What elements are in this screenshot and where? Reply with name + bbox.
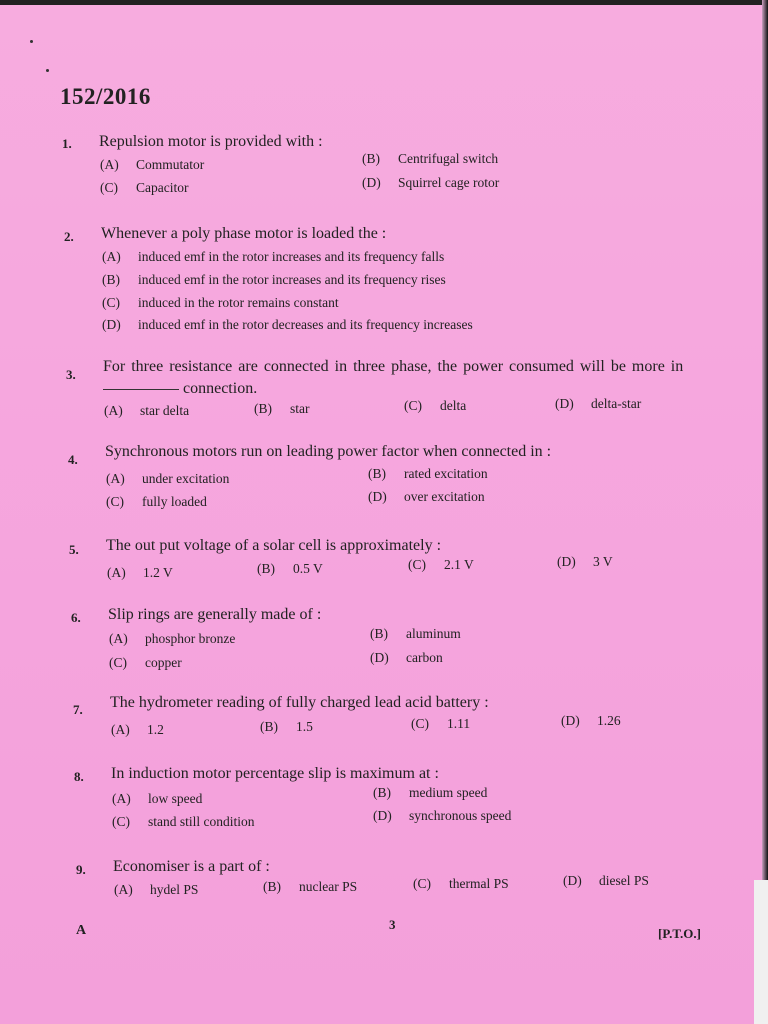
question-number: 9. <box>76 862 86 877</box>
question-text: Slip rings are generally made of : <box>108 606 322 623</box>
option-c: (C) Capacitor <box>100 180 189 195</box>
option-c: (C) induced in the rotor remains constant <box>102 295 339 310</box>
option-d: (D) carbon <box>370 650 443 665</box>
option-a: (A) phosphor bronze <box>109 631 236 646</box>
question-text: The out put voltage of a solar cell is approximately : <box>106 537 442 554</box>
page-edge-right <box>762 0 768 1024</box>
option-d: (D) delta-star <box>555 396 642 411</box>
option-d: (D) synchronous speed <box>373 808 512 823</box>
pto-note: [P.T.O.] <box>658 926 701 941</box>
question-text: For three resistance are connected in three phase, the power consumed will be more in <box>103 358 684 375</box>
option-a: (A) Commutator <box>100 157 205 172</box>
question-text: Repulsion motor is provided with : <box>99 133 323 150</box>
option-b: (B) 0.5 V <box>257 561 323 576</box>
option-b: (B) nuclear PS <box>263 879 358 894</box>
option-b: (B) star <box>254 401 310 416</box>
option-d: (D) Squirrel cage rotor <box>362 175 500 190</box>
question-number: 4. <box>68 452 78 467</box>
option-a: (A) hydel PS <box>114 882 199 897</box>
page-edge-right-white <box>754 880 768 1024</box>
option-b: (B) aluminum <box>370 626 461 641</box>
question-text: Synchronous motors run on leading power factor when connected in : <box>105 443 552 460</box>
option-c: (C) 1.11 <box>411 716 471 731</box>
option-b: (B) medium speed <box>373 785 488 800</box>
question-number: 1. <box>62 136 72 151</box>
answer-blank <box>103 389 179 390</box>
option-a: (A) star delta <box>104 403 190 418</box>
question-number: 6. <box>71 610 81 625</box>
question-text: In induction motor percentage slip is maximum at : <box>111 765 439 782</box>
page-number: 3 <box>389 917 396 932</box>
question-text: The hydrometer reading of fully charged lead acid battery : <box>110 694 489 711</box>
question-text-continued: connection. <box>103 380 257 398</box>
question-text: Economiser is a part of : <box>113 858 270 875</box>
option-a: (A) under excitation <box>106 471 230 486</box>
question-number: 5. <box>69 542 79 557</box>
booklet-series: A <box>76 923 87 938</box>
option-c: (C) 2.1 V <box>408 557 474 572</box>
option-a: (A) 1.2 V <box>107 565 173 580</box>
question-number: 3. <box>66 367 76 382</box>
option-d: (D) 3 V <box>557 554 613 569</box>
speck <box>30 40 33 43</box>
option-d: (D) diesel PS <box>563 873 649 888</box>
option-a: (A) 1.2 <box>111 722 164 737</box>
option-b: (B) 1.5 <box>260 719 313 734</box>
question-number: 2. <box>64 229 74 244</box>
speck <box>46 69 49 72</box>
page-edge-top <box>0 0 768 5</box>
option-b: (B) induced emf in the rotor increases and its frequency rises <box>102 272 446 287</box>
question-number: 8. <box>74 769 84 784</box>
option-a: (A) low speed <box>112 791 203 806</box>
option-c: (C) delta <box>404 398 467 413</box>
option-b: (B) rated excitation <box>368 466 488 481</box>
option-c: (C) fully loaded <box>106 494 207 509</box>
option-c: (C) stand still condition <box>112 814 255 829</box>
option-b: (B) Centrifugal switch <box>362 151 499 166</box>
option-d: (D) over excitation <box>368 489 485 504</box>
option-d: (D) induced emf in the rotor decreases and its frequency increases <box>102 317 473 332</box>
paper-code: 152/2016 <box>60 84 151 109</box>
option-a: (A) induced emf in the rotor increases and its frequency falls <box>102 249 445 264</box>
question-text: Whenever a poly phase motor is loaded the : <box>101 225 387 242</box>
option-c: (C) copper <box>109 655 182 670</box>
option-d: (D) 1.26 <box>561 713 621 728</box>
option-c: (C) thermal PS <box>413 876 509 891</box>
question-number: 7. <box>73 702 83 717</box>
